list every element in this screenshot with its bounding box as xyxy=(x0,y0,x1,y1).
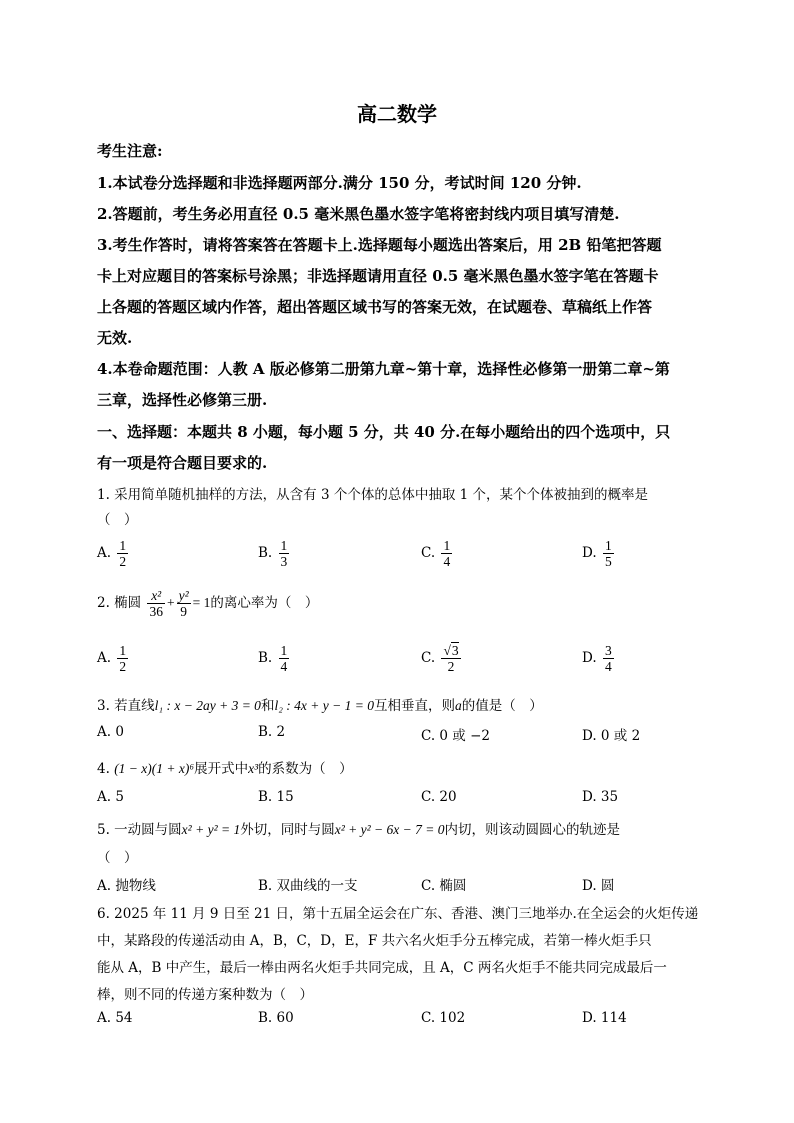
q4-option-c: C. 20 xyxy=(421,789,457,805)
q2-option-c: C. $\frac{√3}{2}$ xyxy=(421,643,459,674)
q1-option-c: C. $\frac{1}{4}$ xyxy=(421,538,451,569)
q2-option-d: D. $\frac{3}{4}$ xyxy=(582,643,612,674)
q6-option-d: D. 114 xyxy=(582,1010,627,1026)
q2-option-b: B. $\frac{1}{4}$ xyxy=(258,643,288,674)
q6-option-b: B. 60 xyxy=(258,1010,294,1026)
q6-line-3: 能从 A，B 中产生，最后一棒由两名火炬手共同完成，且 A，C 两名火炬手不能共同完成最后一 xyxy=(97,960,667,976)
q3-option-b: B. 2 xyxy=(258,724,286,740)
q5-option-a: A. 抛物线 xyxy=(97,878,156,894)
q4-option-d: D. 35 xyxy=(582,789,619,805)
notice-line-4a: 4.本卷命题范围：人教 A 版必修第二册第九章~第十章，选择性必修第一册第二章~第 xyxy=(97,360,670,378)
notice-heading: 考生注意: xyxy=(97,142,163,160)
q3-option-c: C. 0 或 −2 xyxy=(421,728,491,744)
q6-line-2: 中，某路段的传递活动由 A，B，C，D，E，F 共六名火炬手分五棒完成，若第一棒火炬手只 xyxy=(97,933,652,949)
notice-line-4b: 三章，选择性必修第三册. xyxy=(97,391,268,409)
q1-paren: （ ） xyxy=(97,512,138,528)
q2-option-a: A. $\frac{1}{2}$ xyxy=(97,643,127,674)
notice-line-3d: 无效. xyxy=(97,329,133,347)
q5-paren: （ ） xyxy=(97,850,138,866)
q1-option-b: B. $\frac{1}{3}$ xyxy=(258,538,288,569)
q6-option-a: A. 54 xyxy=(97,1010,133,1026)
q6-line-4: 棒，则不同的传递方案种数为（ ） xyxy=(97,987,313,1003)
q5-option-d: D. 圆 xyxy=(582,878,615,894)
q1-option-a: A. $\frac{1}{2}$ xyxy=(97,538,127,569)
q3-option-a: A. 0 xyxy=(97,724,124,740)
page-title: 高二数学 xyxy=(357,102,437,126)
q3-option-d: D. 0 或 2 xyxy=(582,728,641,744)
notice-line-1: 1.本试卷分选择题和非选择题两部分.满分 150 分，考试时间 120 分钟. xyxy=(97,174,582,192)
q6-option-c: C. 102 xyxy=(421,1010,466,1026)
notice-line-3a: 3.考生作答时，请将答案答在答题卡上.选择题每小题选出答案后，用 2B 铅笔把答题 xyxy=(97,236,662,254)
notice-line-2: 2.答题前，考生务必用直径 0.5 毫米黑色墨水签字笔将密封线内项目填写清楚. xyxy=(97,205,620,223)
q5-option-c: C. 椭圆 xyxy=(421,878,467,894)
notice-line-3b: 卡上对应题目的答案标号涂黑；非选择题请用直径 0.5 毫米黑色墨水签字笔在答题卡 xyxy=(97,267,659,285)
q6-line-1: 6. 2025 年 11 月 9 日至 21 日，第十五届全运会在广东、香港、澳门三地举办.在全运会的火炬传递 xyxy=(97,906,699,922)
q5-option-b: B. 双曲线的一支 xyxy=(258,878,358,894)
q2-text: 2. 椭圆 $\frac{\text{x²}}{36}$ + $\frac{\text{y²}}{9}$ = 1的离心率为（ ） xyxy=(97,588,319,619)
q5-text: 5. 一动圆与圆x² + y² = 1外切，同时与圆x² + y² − 6x − 7 = 0内切，则该动圆圆心的轨迹是 xyxy=(97,822,620,838)
section-heading-a: 一、选择题：本题共 8 小题，每小题 5 分，共 40 分.在每小题给出的四个选项中，只 xyxy=(97,423,671,441)
q1-option-d: D. $\frac{1}{5}$ xyxy=(582,538,612,569)
q4-text: 4. (1 − x)(1 + x)⁶展开式中x³的系数为（ ） xyxy=(97,761,353,777)
notice-line-3c: 上各题的答题区域内作答，超出答题区域书写的答案无效，在试题卷、草稿纸上作答 xyxy=(97,298,653,316)
q4-option-a: A. 5 xyxy=(97,789,124,805)
q3-text: 3. 若直线l₁ : x − 2ay + 3 = 0和l₂ : 4x + y − 1 = 0互相垂直，则a的值是（ ） xyxy=(97,698,543,714)
q1-text: 1. 采用简单随机抽样的方法，从含有 3 个个体的总体中抽取 1 个，某个个体被抽到的概率是 xyxy=(97,487,649,503)
q4-option-b: B. 15 xyxy=(258,789,294,805)
section-heading-b: 有一项是符合题目要求的. xyxy=(97,454,268,472)
